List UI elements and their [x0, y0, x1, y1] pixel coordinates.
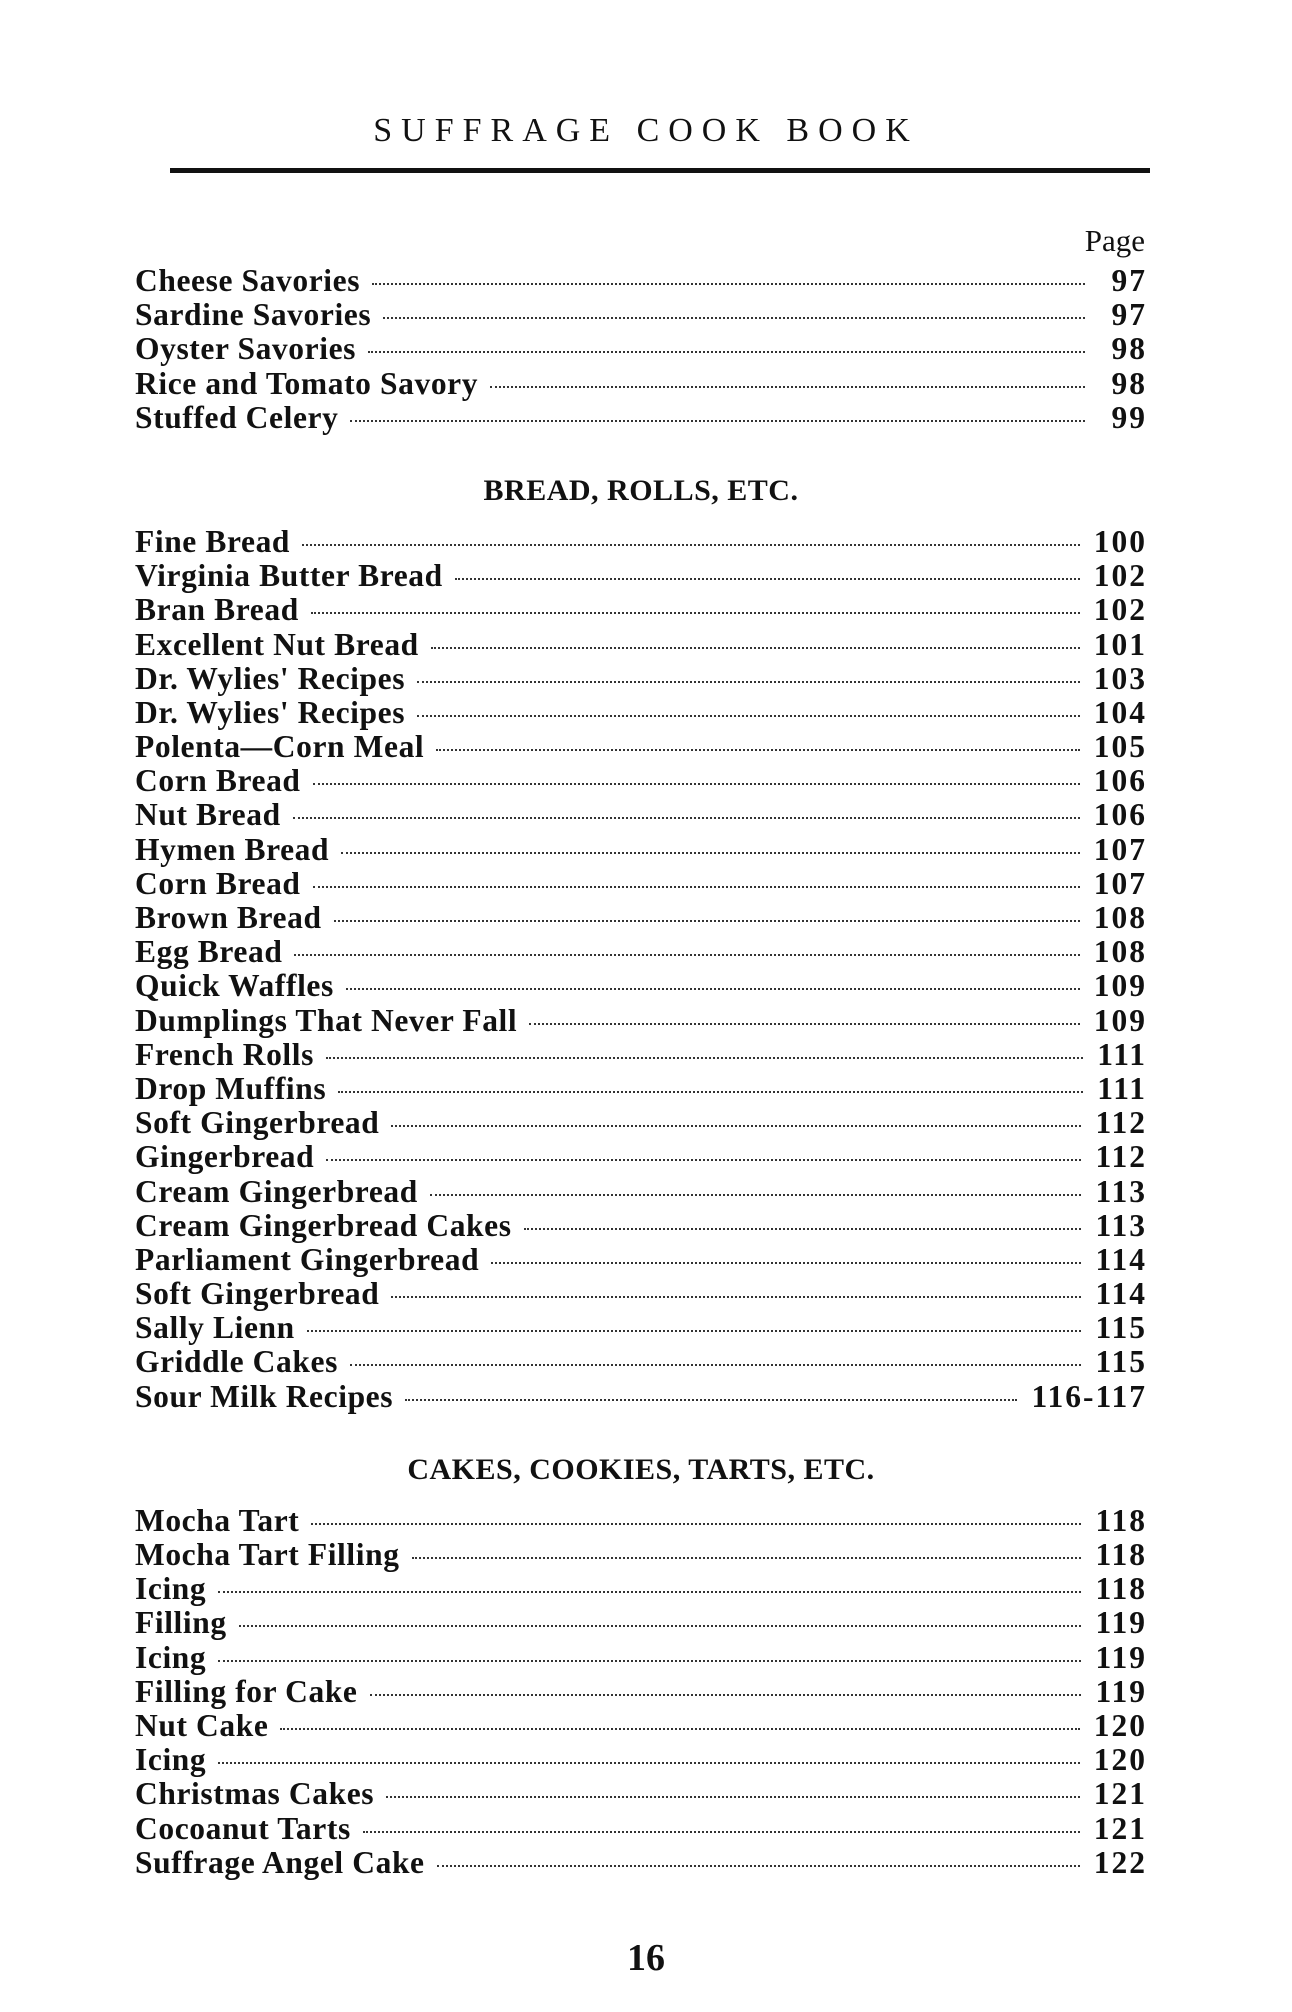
- entry-page-number: 113: [1095, 1207, 1147, 1243]
- entry-title: Sour Milk Recipes: [135, 1378, 394, 1414]
- entry-title: Stuffed Celery: [135, 399, 339, 435]
- entry-title: Excellent Nut Bread: [135, 626, 419, 662]
- entry-page-number: 122: [1093, 1844, 1147, 1880]
- toc-entry: [135, 1504, 1147, 1538]
- entry-title: Rice and Tomato Savory: [135, 365, 479, 401]
- entry-page-number: 114: [1095, 1276, 1147, 1312]
- dot-leader: [311, 612, 1080, 614]
- running-title: SUFFRAGE COOK BOOK: [373, 112, 919, 149]
- entry-page-number: 105: [1093, 729, 1147, 765]
- entry-title: Corn Bread: [135, 865, 301, 901]
- dot-leader: [436, 749, 1079, 751]
- toc-entry: [135, 1846, 1147, 1880]
- dot-leader: [430, 1194, 1082, 1196]
- dot-leader: [313, 783, 1080, 785]
- entry-page-number: 109: [1093, 1002, 1147, 1038]
- dot-leader: [346, 988, 1080, 990]
- entry-title: Soft Gingerbread: [135, 1105, 380, 1141]
- dot-leader: [417, 715, 1080, 717]
- entry-title: Polenta—Corn Meal: [135, 729, 425, 765]
- toc-entry: [135, 1175, 1147, 1209]
- toc-entry: [135, 1572, 1147, 1606]
- toc-entry: [135, 525, 1147, 559]
- dot-leader: [218, 1762, 1079, 1764]
- toc-entry: [135, 730, 1147, 764]
- toc-entry: [135, 332, 1147, 366]
- entry-title: Cream Gingerbread: [135, 1173, 418, 1209]
- entry-page-number: 115: [1095, 1344, 1147, 1380]
- dot-leader: [431, 647, 1080, 649]
- dot-leader: [302, 544, 1080, 546]
- dot-leader: [529, 1023, 1080, 1025]
- dot-leader: [490, 386, 1085, 388]
- entry-page-number: 111: [1097, 1070, 1147, 1106]
- entry-title: Filling for Cake: [135, 1673, 358, 1709]
- toc-entry: [135, 1812, 1147, 1846]
- dot-leader: [341, 852, 1080, 854]
- entry-page-number: 120: [1093, 1707, 1147, 1743]
- toc-entry: [135, 867, 1147, 901]
- entry-page-number: 97: [1111, 297, 1147, 333]
- page-column-label: Page: [1084, 223, 1145, 258]
- entry-page-number: 118: [1095, 1502, 1147, 1538]
- toc-entry: [135, 1606, 1147, 1640]
- dot-leader: [350, 420, 1085, 422]
- toc-entry: [135, 1743, 1147, 1777]
- entry-page-number: 100: [1093, 523, 1147, 559]
- entry-title: Griddle Cakes: [135, 1344, 338, 1380]
- toc-entry: [135, 696, 1147, 730]
- entry-page-number: 118: [1095, 1571, 1147, 1607]
- toc-entry: [135, 1140, 1147, 1174]
- toc-entry: [135, 662, 1147, 696]
- entry-title: Nut Cake: [135, 1707, 269, 1743]
- entry-page-number: 114: [1095, 1241, 1147, 1277]
- dot-leader: [370, 1694, 1082, 1696]
- dot-leader: [326, 1159, 1081, 1161]
- toc-entry: [135, 1243, 1147, 1277]
- entry-title: Egg Bread: [135, 934, 283, 970]
- entry-title: Bran Bread: [135, 592, 299, 628]
- toc-entry: [135, 1380, 1147, 1414]
- header-rule: [170, 168, 1150, 173]
- entry-page-number: 102: [1093, 558, 1147, 594]
- entry-page-number: 106: [1093, 763, 1147, 799]
- entry-title: Sally Lienn: [135, 1310, 295, 1346]
- dot-leader: [391, 1125, 1081, 1127]
- toc-entry: [135, 833, 1147, 867]
- dot-leader: [368, 351, 1085, 353]
- dot-leader: [524, 1228, 1082, 1230]
- toc-entry: [135, 1038, 1147, 1072]
- toc-entry: [135, 798, 1147, 832]
- toc-entry: [135, 969, 1147, 1003]
- entry-title: Drop Muffins: [135, 1070, 327, 1106]
- cakes-list: [135, 1504, 1147, 1880]
- page-number: 16: [627, 1937, 665, 1979]
- dot-leader: [334, 920, 1080, 922]
- dot-leader: [412, 1557, 1082, 1559]
- entry-page-number: 119: [1095, 1605, 1147, 1641]
- entry-page-number: 119: [1095, 1673, 1147, 1709]
- toc-entry: [135, 764, 1147, 798]
- toc-entry: [135, 1277, 1147, 1311]
- toc-entry: [135, 1209, 1147, 1243]
- entry-title: Corn Bread: [135, 763, 301, 799]
- entry-page-number: 107: [1093, 865, 1147, 901]
- entry-title: Hymen Bread: [135, 831, 330, 867]
- entry-title: Quick Waffles: [135, 968, 334, 1004]
- entry-page-number: 102: [1093, 592, 1147, 628]
- entry-title: Filling: [135, 1605, 227, 1641]
- entry-title: Fine Bread: [135, 523, 291, 559]
- toc-entry: [135, 628, 1147, 662]
- dot-leader: [218, 1660, 1081, 1662]
- toc-entry: [135, 367, 1147, 401]
- toc-entry: [135, 1004, 1147, 1038]
- entry-page-number: 121: [1093, 1776, 1147, 1812]
- entry-page-number: 101: [1093, 626, 1147, 662]
- dot-leader: [311, 1523, 1081, 1525]
- entry-title: Dr. Wylies' Recipes: [135, 660, 406, 696]
- dot-leader: [294, 954, 1079, 956]
- entry-page-number: 111: [1097, 1036, 1147, 1072]
- entry-title: Soft Gingerbread: [135, 1276, 380, 1312]
- entry-page-number: 119: [1095, 1639, 1147, 1675]
- dot-leader: [280, 1728, 1079, 1730]
- section-heading-bread: BREAD, ROLLS, ETC.: [483, 473, 799, 507]
- toc-entry: [135, 298, 1147, 332]
- entry-page-number: 121: [1093, 1810, 1147, 1846]
- dot-leader: [386, 1796, 1080, 1798]
- toc-entry: [135, 559, 1147, 593]
- entry-page-number: 106: [1093, 797, 1147, 833]
- dot-leader: [218, 1591, 1081, 1593]
- toc-entry: [135, 401, 1147, 435]
- dot-leader: [326, 1057, 1083, 1059]
- entry-title: Nut Bread: [135, 797, 281, 833]
- entry-page-number: 118: [1095, 1537, 1147, 1572]
- entry-title: Christmas Cakes: [135, 1776, 375, 1812]
- toc-entry: [135, 1072, 1147, 1106]
- dot-leader: [350, 1364, 1082, 1366]
- toc-entry: [135, 1538, 1147, 1572]
- toc-entry: [135, 1311, 1147, 1345]
- toc-entry: [135, 1641, 1147, 1675]
- entry-title: Icing: [135, 1571, 207, 1607]
- dot-leader: [405, 1399, 1017, 1401]
- toc-entry: [135, 593, 1147, 627]
- dot-leader: [455, 578, 1080, 580]
- entry-page-number: 112: [1095, 1139, 1147, 1175]
- dot-leader: [417, 681, 1080, 683]
- entry-title: Icing: [135, 1742, 207, 1778]
- entry-title: Gingerbread: [135, 1139, 315, 1175]
- toc-entry: [135, 1709, 1147, 1743]
- entry-title: Icing: [135, 1639, 207, 1675]
- toc-entry: [135, 935, 1147, 969]
- entry-page-number: 103: [1093, 660, 1147, 696]
- entry-page-number: 109: [1093, 968, 1147, 1004]
- dot-leader: [372, 283, 1085, 285]
- entry-page-number: 108: [1093, 934, 1147, 970]
- toc-entry: [135, 901, 1147, 935]
- entry-page-number: 116-117: [1031, 1378, 1147, 1414]
- dot-leader: [437, 1865, 1080, 1867]
- dot-leader: [338, 1091, 1083, 1093]
- section-heading-cakes: CAKES, COOKIES, TARTS, ETC.: [407, 1452, 875, 1486]
- entry-title: Virginia Butter Bread: [135, 558, 443, 594]
- dot-leader: [239, 1625, 1082, 1627]
- entry-page-number: 104: [1093, 694, 1147, 730]
- entry-title: Parliament Gingerbread: [135, 1241, 480, 1277]
- toc-entry: [135, 1777, 1147, 1811]
- entry-title: Cocoanut Tarts: [135, 1810, 351, 1846]
- entry-title: Oyster Savories: [135, 331, 357, 367]
- entry-title: Cream Gingerbread Cakes: [135, 1207, 512, 1243]
- dot-leader: [313, 886, 1080, 888]
- entry-page-number: 99: [1111, 399, 1147, 435]
- entry-page-number: 113: [1095, 1173, 1147, 1209]
- dot-leader: [363, 1831, 1080, 1833]
- entry-page-number: 98: [1111, 365, 1147, 401]
- table-of-contents: [135, 222, 1147, 1880]
- entry-page-number: 108: [1093, 900, 1147, 935]
- entry-page-number: 112: [1095, 1105, 1147, 1141]
- entry-page-number: 97: [1111, 263, 1147, 298]
- entry-title: Cheese Savories: [135, 263, 361, 298]
- dot-leader: [391, 1296, 1081, 1298]
- toc-entry: [135, 264, 1147, 298]
- entry-title: Mocha Tart Filling: [135, 1537, 400, 1572]
- entry-title: Suffrage Angel Cake: [135, 1844, 425, 1880]
- entry-page-number: 107: [1093, 831, 1147, 867]
- savories-list: [135, 264, 1147, 435]
- bread-list: [135, 525, 1147, 1414]
- toc-entry: [135, 1106, 1147, 1140]
- entry-title: Dumplings That Never Fall: [135, 1002, 518, 1038]
- entry-page-number: 115: [1095, 1310, 1147, 1346]
- toc-entry: [135, 1345, 1147, 1379]
- dot-leader: [491, 1262, 1081, 1264]
- dot-leader: [307, 1330, 1082, 1332]
- entry-title: Sardine Savories: [135, 297, 372, 333]
- entry-title: Mocha Tart: [135, 1502, 300, 1538]
- entry-title: Dr. Wylies' Recipes: [135, 694, 406, 730]
- entry-title: Brown Bread: [135, 900, 322, 935]
- dot-leader: [383, 317, 1085, 319]
- entry-title: French Rolls: [135, 1036, 314, 1072]
- entry-page-number: 98: [1111, 331, 1147, 367]
- dot-leader: [293, 817, 1080, 819]
- toc-entry: [135, 1675, 1147, 1709]
- entry-page-number: 120: [1093, 1742, 1147, 1778]
